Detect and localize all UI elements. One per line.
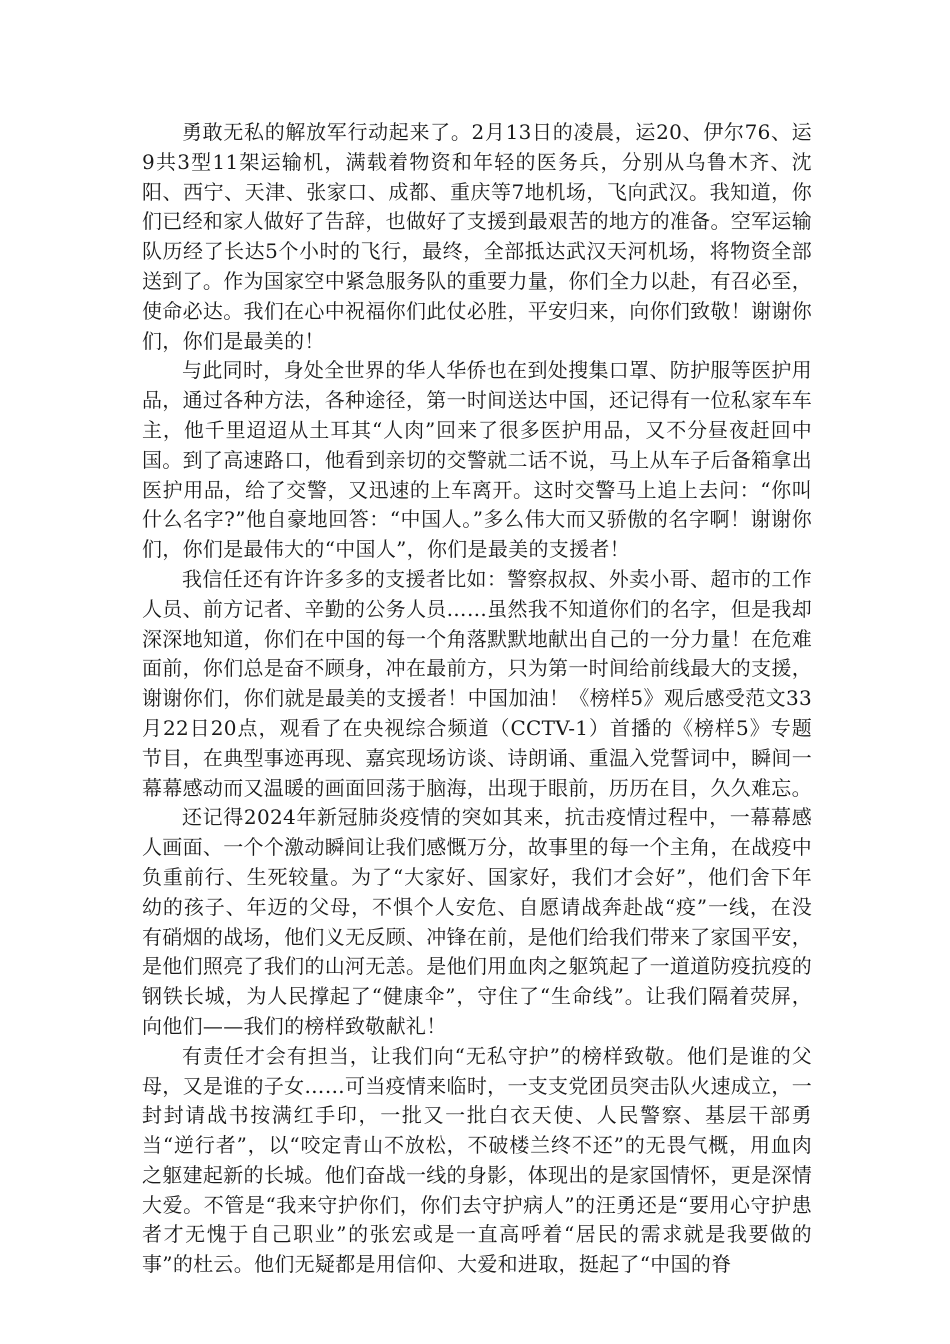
paragraph: 还记得2024年新冠肺炎疫情的突如其来，抗击疫情过程中，一幕幕感人画面、一个个激动瞬间让我们感慨万分，故事里的每一个主角，在战疫中负重前行、生死较量。为了“大家好、国家好，我们才会好”，他们舍下年幼的孩子、年迈的父母，不惧个人安危、自愿请战奔赴战“疫”一线，在没有硝烟的战场，他们义无反顾、冲锋在前，是他们给我们带来了家国平安，是他们照亮了我们的山河无恙。是他们用血肉之躯筑起了一道道防疫抗疫的钢铁长城，为人民撑起了“健康伞”，守住了“生命线”。让我们隔着荧屏，向他们——我们的榜样致敬献礼！: [142, 805, 812, 1038]
paragraph: 与此同时，身处全世界的华人华侨也在到处搜集口罩、防护服等医护用品，通过各种方法，各种途径，第一时间送达中国，还记得有一位私家车车主，他千里迢迢从土耳其“人肉”回来了很多医护用品，又不分昼夜赶回中国。到了高速路口，他看到亲切的交警就二话不说，马上从车子后备箱拿出医护用品，给了交警，又迅速的上车离开。这时交警马上追上去问：“你叫什么名字?”他自豪地回答：“中国人。”多么伟大而又骄傲的名字啊！谢谢你们，你们是最伟大的“中国人”，你们是最美的支援者！: [142, 358, 812, 562]
paragraph: 我信任还有许许多多的支援者比如：警察叔叔、外卖小哥、超市的工作人员、前方记者、辛勤的公务人员……虽然我不知道你们的名字，但是我却深深地知道，你们在中国的每一个角落默默地献出自己的一分力量！在危难面前，你们总是奋不顾身，冲在最前方，只为第一时间给前线最大的支援，谢谢你们，你们就是最美的支援者！中国加油！《榜样5》观后感受范文33月22日20点，观看了在央视综合频道（CCTV-1）首播的《榜样5》专题节目，在典型事迹再现、嘉宾现场访谈、诗朗诵、重温入党誓词中，瞬间一幕幕感动而又温暖的画面回荡于脑海，出现于眼前，历历在目，久久难忘。: [142, 566, 812, 800]
paragraph: 勇敢无私的解放军行动起来了。2月13日的凌晨，运20、伊尔76、运9共3型11架运输机，满载着物资和年轻的医务兵，分别从乌鲁木齐、沈阳、西宁、天津、张家口、成都、重庆等7地机场，飞向武汉。我知道，你们已经和家人做好了告辞，也做好了支援到最艰苦的地方的准备。空军运输队历经了长达5个小时的飞行，最终，全部抵达武汉天河机场，将物资全部送到了。作为国家空中紧急服务队的重要力量，你们全力以赴，有召必至，使命必达。我们在心中祝福你们此仗必胜，平安归来，向你们致敬！谢谢你们，你们是最美的！: [142, 120, 812, 353]
paragraph: 有责任才会有担当，让我们向“无私守护”的榜样致敬。他们是谁的父母，又是谁的子女……可当疫情来临时，一支支党团员突击队火速成立，一封封请战书按满红手印，一批又一批白衣天使、人民警察、基层干部勇当“逆行者”，以“咬定青山不放松，不破楼兰终不还”的无畏气概，用血肉之躯建起新的长城。他们奋战一线的身影，体现出的是家国情怀，更是深情大爱。不管是“我来守护你们，你们去守护病人”的汪勇还是“要用心守护患者才无愧于自己职业”的张宏或是一直高呼着“居民的需求就是我要做的事”的杜云。他们无疑都是用信仰、大爱和进取，挺起了“中国的脊: [142, 1043, 812, 1277]
document-body: [142, 118, 812, 1280]
